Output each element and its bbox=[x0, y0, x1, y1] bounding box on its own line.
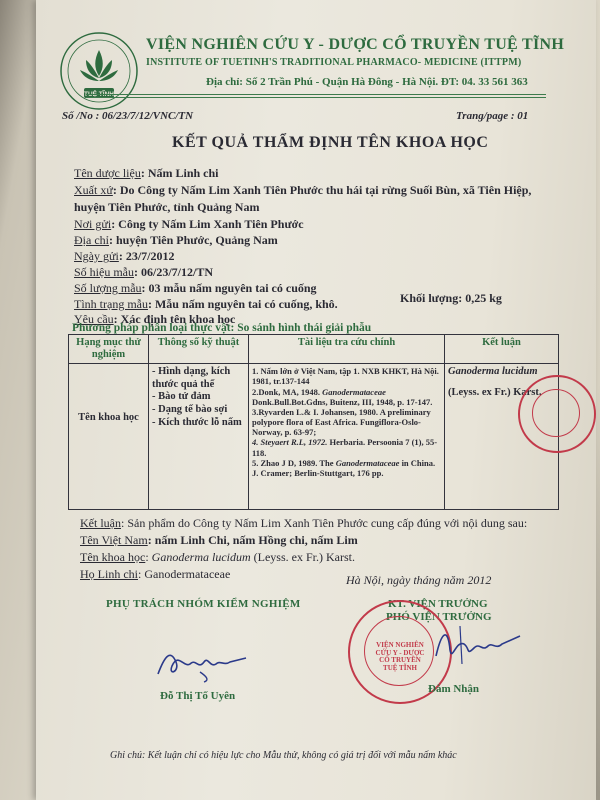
table-row bbox=[69, 364, 559, 510]
field-value: : 0,25 kg bbox=[458, 291, 502, 305]
page-number: Trang/page : 01 bbox=[456, 110, 529, 122]
field-label: Tên dược liệu bbox=[74, 166, 141, 180]
left-signer-title: PHỤ TRÁCH NHÓM KIỂM NGHIỆM bbox=[106, 598, 301, 610]
reference-item: 1. Nấm lớn ở Việt Nam, tập 1. NXB KHKT, Hà Nội. 1981, tr.137-144 bbox=[252, 366, 439, 387]
vietnamese-name-line: Tên Việt Nam: nấm Linh Chi, nấm Hồng chi, nấm Lim bbox=[80, 533, 358, 547]
field-value: : Nấm Linh chi bbox=[140, 166, 219, 180]
item-text: Tên khoa học bbox=[78, 412, 139, 424]
conclusion-line: Kết luận: Sản phẩm do Công ty Nấm Lim Xanh Tiên Phước cung cấp đúng với nội dung sau: bbox=[80, 516, 528, 530]
cell-refs bbox=[249, 364, 445, 510]
right-signer-title-1: KT. VIỆN TRƯỞNG bbox=[388, 598, 488, 610]
field-tinh-trang-mau bbox=[74, 297, 338, 312]
reference-item: 3.Ryvarden L.& I. Johansen, 1980. A preliminary polypore flora of East Africa. Fungiflora-Oslo-Norway, p. 63-97; bbox=[252, 406, 431, 438]
family-line: Họ Linh chi: Ganodermataceae bbox=[80, 567, 231, 581]
institute-address: Địa chỉ: Số 2 Trần Phú - Quận Hà Đông - Hà Nội. ĐT: 04. 33 561 363 bbox=[206, 76, 528, 88]
field-value: : huyện Tiên Phước, Quảng Nam bbox=[109, 233, 278, 247]
param-item: - Kích thước lỗ nấm bbox=[152, 416, 242, 428]
field-dia-chi bbox=[74, 233, 278, 248]
institute-stamp-table bbox=[518, 375, 596, 453]
right-signer-title-2: PHÓ VIỆN TRƯỞNG bbox=[386, 611, 492, 623]
col-header-refs: Tài liệu tra cứu chính bbox=[249, 335, 445, 364]
institute-name-en: INSTITUTE OF TUETINH'S TRADITIONAL PHARMACO- MEDICINE (ITTPM) bbox=[146, 57, 522, 68]
right-signature bbox=[430, 620, 530, 670]
reference-item: 4. Steyaert R.L, 1972. Herbaria. Persoonia 7 (1), 55-118. bbox=[252, 437, 438, 458]
left-signer-name: Đỗ Thị Tố Uyên bbox=[160, 690, 236, 702]
header-divider-thin bbox=[86, 97, 546, 98]
reference-item: 5. Zhao J D, 1989. The Ganodermataceae in China. J. Cramer; Berlin-Stuttgart, 176 pp. bbox=[252, 457, 436, 478]
right-signer-name: Đàm Nhận bbox=[428, 683, 480, 695]
field-label: Yêu cầu bbox=[74, 312, 114, 326]
field-value: : Xác định tên khoa học bbox=[113, 312, 236, 326]
lotus-emblem-icon bbox=[58, 30, 140, 112]
field-value: : 03 mẫu nấm nguyên tai có cuống bbox=[141, 281, 317, 295]
institute-name-vn: VIỆN NGHIÊN CỨU Y - DƯỢC CỔ TRUYỀN TUỆ TĨNH bbox=[146, 36, 565, 53]
page-title: KẾT QUẢ THẨM ĐỊNH TÊN KHOA HỌC bbox=[172, 134, 489, 151]
header-divider bbox=[86, 94, 546, 95]
scientific-name-line: Tên khoa học: Ganoderma lucidum (Leyss. ex Fr.) Karst. bbox=[80, 550, 355, 564]
document-number: Số /No : 06/23/7/12/VNC/TN bbox=[62, 110, 194, 122]
left-signature bbox=[150, 628, 270, 688]
field-label: Nơi gửi bbox=[74, 217, 112, 231]
col-header-item: Hạng mục thử nghiệm bbox=[69, 335, 149, 364]
field-label: Số lượng mẫu bbox=[74, 281, 142, 295]
field-label: Địa chỉ bbox=[74, 233, 109, 247]
date-line: Hà Nội, ngày tháng năm 2012 bbox=[346, 573, 492, 587]
logo-text: TUỆ TĨNH bbox=[84, 91, 114, 98]
field-so-luong-mau bbox=[74, 281, 317, 296]
field-ngay-gui bbox=[74, 249, 175, 264]
field-label: Tình trạng mẫu bbox=[74, 297, 148, 311]
field-khoi-luong bbox=[400, 291, 502, 306]
field-label: Khối lượng bbox=[400, 291, 459, 305]
field-label: Số hiệu mẫu bbox=[74, 265, 134, 279]
param-item: - Hình dạng, kích thước quả thể bbox=[152, 366, 231, 390]
param-item: - Dạng tế bào sợi bbox=[152, 403, 228, 415]
field-ten-duoc-lieu bbox=[74, 166, 219, 181]
table-header-row bbox=[69, 335, 559, 364]
footer-note: Ghi chú: Kết luận chỉ có hiệu lực cho Mẫu thử, không có giá trị đối với mẫu nấm khác bbox=[110, 750, 457, 761]
field-xuat-xu-cont: huyện Tiên Phước, tỉnh Quảng Nam bbox=[74, 200, 260, 214]
stamp-text: VIỆN NGHIÊN CỨU Y - DƯỢC CỔ TRUYỀN TUỆ TĨNH bbox=[375, 641, 425, 673]
field-value: : Mẫu nấm nguyên tai có cuống, khô. bbox=[147, 297, 338, 311]
field-value: : 23/7/2012 bbox=[118, 249, 175, 263]
field-xuat-xu bbox=[74, 183, 531, 198]
results-table bbox=[68, 334, 559, 510]
col-header-params: Thông số kỹ thuật bbox=[149, 335, 249, 364]
reference-item: 2.Donk, MA, 1948. Ganodermataceae Donk.Bull.Bot.Gdns, Buitenz, III, 1948, p. 17-147. bbox=[252, 386, 433, 407]
field-value: : Công ty Nấm Lim Xanh Tiên Phước bbox=[111, 217, 304, 231]
method-heading: Phương pháp phân loại thực vật: So sánh hình thái giải phẫu bbox=[72, 322, 372, 334]
conclusion-species: Ganoderma lucidum bbox=[448, 366, 538, 378]
field-noi-gui bbox=[74, 217, 304, 232]
conclusion-author: (Leyss. ex Fr.) Karst. bbox=[448, 386, 542, 398]
cell-params bbox=[149, 364, 249, 510]
col-header-conclusion: Kết luận bbox=[445, 335, 559, 364]
param-item: - Bào tử đảm bbox=[152, 391, 211, 403]
field-so-hieu-mau bbox=[74, 265, 213, 280]
field-label: Xuất xứ bbox=[74, 183, 113, 197]
field-value: : 06/23/7/12/TN bbox=[134, 265, 214, 279]
cell-item bbox=[69, 364, 149, 510]
field-value: : Do Công ty Nấm Lim Xanh Tiên Phước thu hái tại rừng Suối Bùn, xã Tiên Hiệp, bbox=[112, 183, 532, 197]
field-label: Ngày gửi bbox=[74, 249, 119, 263]
